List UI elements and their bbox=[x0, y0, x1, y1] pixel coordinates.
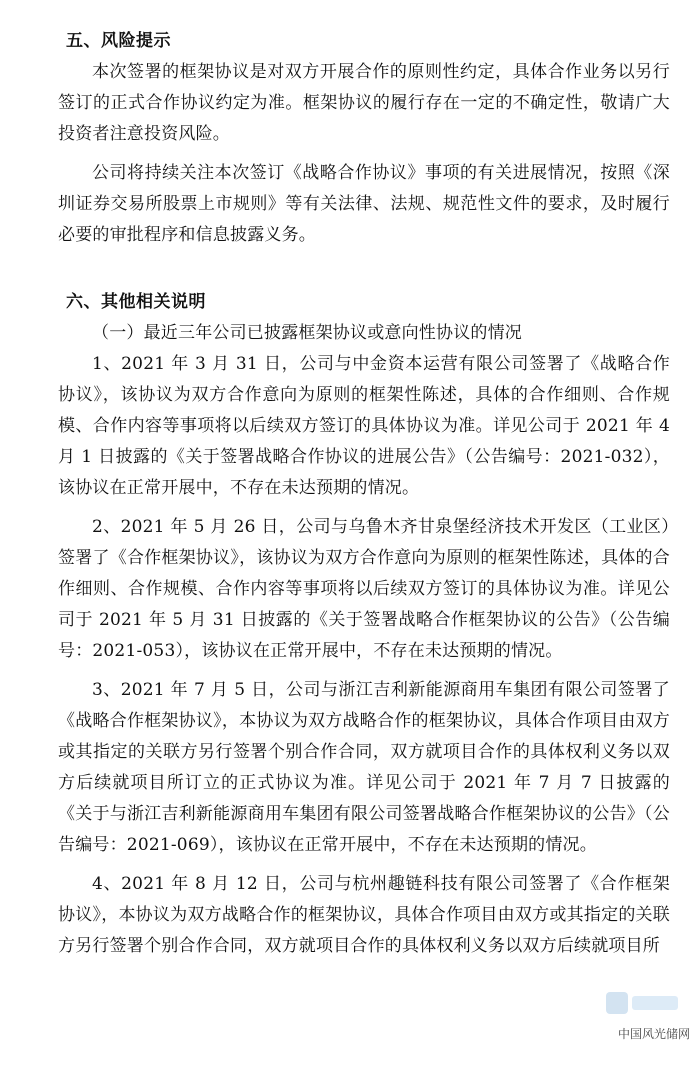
agreement-item-4: 4、2021 年 8 月 12 日，公司与杭州趣链科技有限公司签署了《合作框架协议》，本协议为双方战略合作的框架协议，具体合作项目由双方或其指定的关联方另行签署个别合作合同，双方就项目合作的具体权利义务以双方后续就项目所 bbox=[58, 874, 670, 956]
paragraph-gap bbox=[58, 861, 670, 869]
agreement-item-3: 3、2021 年 7 月 5 日，公司与浙江吉利新能源商用车集团有限公司签署了《战略合作框架协议》，本协议为双方战略合作的框架协议，具体合作项目由双方或其指定的关联方另行签署个别合作合同，双方就项目合作的具体权利义务以双方后续就项目所订立的正式协议为准。详见公司于 2021 年 7 月 7 日披露的《关于与浙江吉利新能源商用车集团有限公司签署战略合作框架协议的公告》（公告编号：2021-069），该协议在正常开展中，不存在未达预期的情况。 bbox=[58, 680, 670, 855]
section-title-risk: 五、风险提示 bbox=[66, 31, 171, 51]
paragraph-gap bbox=[58, 504, 670, 512]
section-title-other: 六、其他相关说明 bbox=[66, 292, 206, 312]
agreement-item-1: 1、2021 年 3 月 31 日，公司与中金资本运营有限公司签署了《战略合作协议》，该协议为双方合作意向为原则的框架性陈述，具体的合作细则、合作规模、合作内容等事项将以后续双方签订的具体协议为准。详见公司于 2021 年 4 月 1 日披露的《关于签署战略合作协议的进展公告》（公告编号：2021-032），该协议在正常开展中，不存在未达预期的情况。 bbox=[58, 354, 670, 498]
paragraph-gap bbox=[58, 667, 670, 675]
subsection-heading: （一）最近三年公司已披露框架协议或意向性协议的情况 bbox=[92, 323, 522, 343]
section-gap bbox=[58, 251, 670, 287]
risk-paragraph-1: 本次签署的框架协议是对双方开展合作的原则性约定，具体合作业务以另行签订的正式合作协议约定为准。框架协议的履行存在一定的不确定性，敬请广大投资者注意投资风险。 bbox=[58, 62, 670, 144]
risk-paragraph-2: 公司将持续关注本次签订《战略合作协议》事项的有关进展情况，按照《深圳证券交易所股票上市规则》等有关法律、法规、规范性文件的要求，及时履行必要的审批程序和信息披露义务。 bbox=[58, 163, 670, 245]
paragraph-gap bbox=[58, 150, 670, 158]
watermark-logo-icon bbox=[604, 986, 682, 1020]
watermark-text: 中国风光储网 bbox=[617, 1027, 690, 1041]
agreement-item-2: 2、2021 年 5 月 26 日，公司与乌鲁木齐甘泉堡经济技术开发区（工业区）签署了《合作框架协议》，该协议为双方合作意向为原则的框架性陈述，具体的合作细则、合作规模、合作内容等事项将以后续双方签订的具体协议为准。详见公司于 2021 年 5 月 31 日披露的《关于签署战略合作框架协议的公告》（公告编号：2021-053），该协议在正常开展中，不存在未达预期的情况。 bbox=[58, 517, 670, 661]
